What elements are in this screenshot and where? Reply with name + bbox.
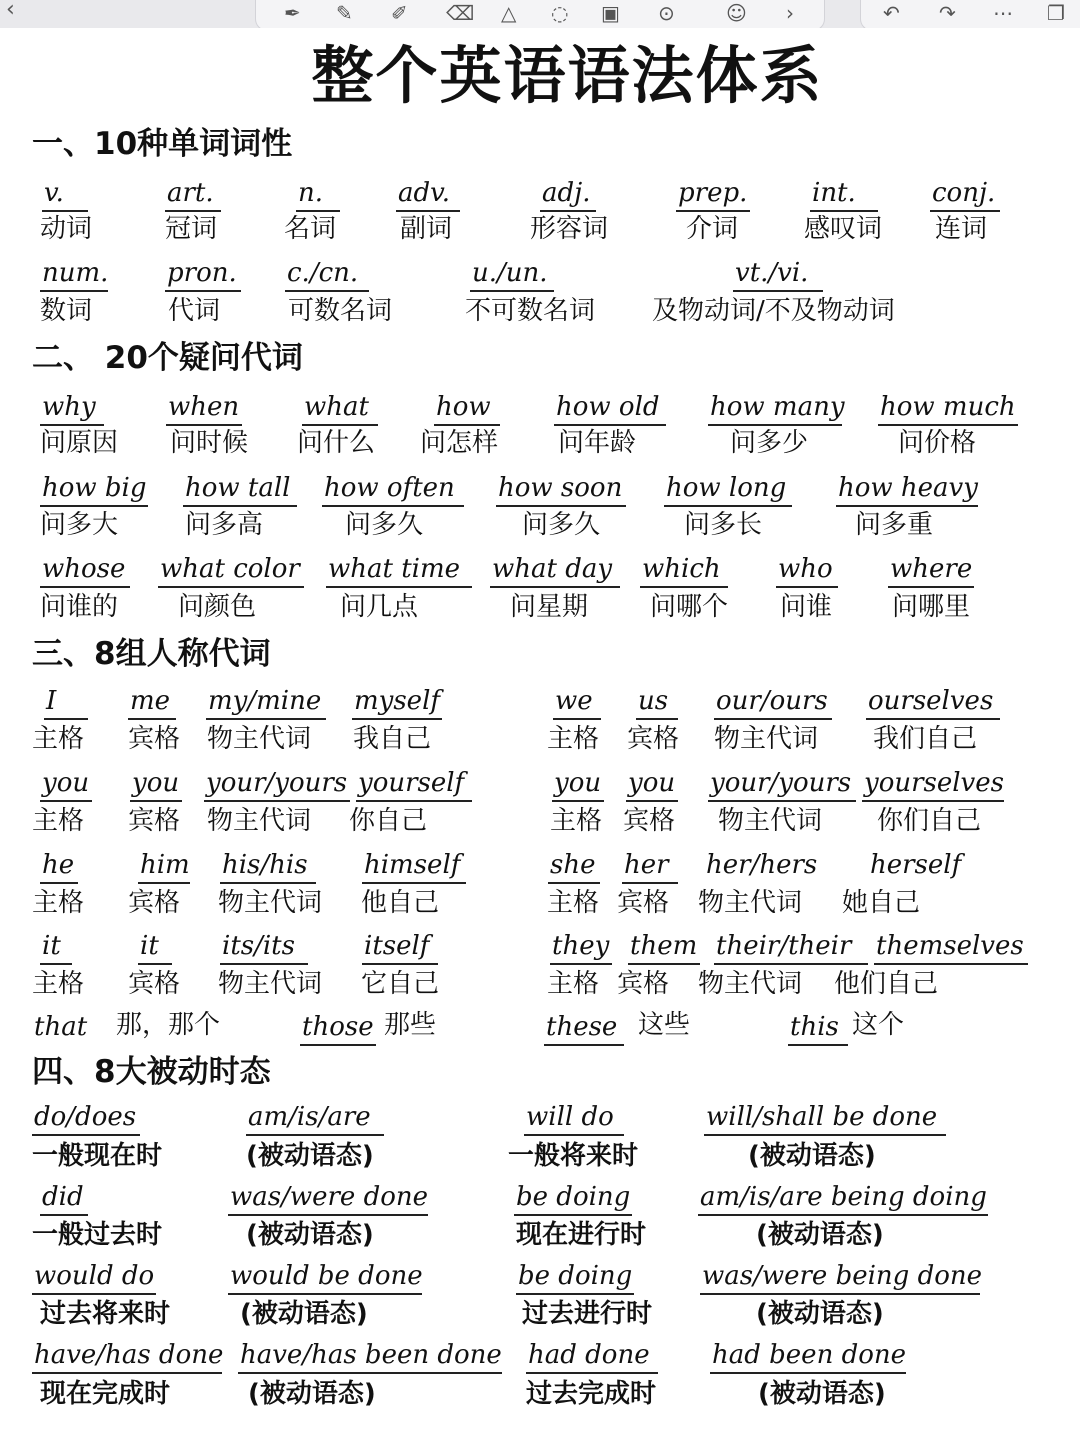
pronoun-zh: 你自己: [349, 806, 428, 836]
demonstrative-zh: 那些: [384, 1010, 437, 1040]
interrogative-zh: 问星期: [510, 592, 589, 622]
pronoun-en: its/its: [220, 929, 308, 965]
demonstrative-en: these: [544, 1010, 624, 1046]
interrogative-en: how old: [554, 390, 666, 426]
pos-en: int.: [810, 176, 878, 212]
tense-zh: (被动语态): [240, 1299, 368, 1329]
pronoun-en: their/their: [714, 929, 868, 965]
interrogative-en: what color: [158, 552, 304, 588]
interrogative-zh: 问怎样: [420, 428, 499, 458]
tense-zh: 过去进行时: [522, 1299, 653, 1329]
sticker-icon[interactable]: ☺: [726, 1, 747, 25]
tense-zh: (被动语态): [246, 1220, 374, 1250]
pronoun-en: you: [552, 766, 604, 802]
tense-en: did: [40, 1180, 88, 1216]
interrogative-zh: 问颜色: [178, 592, 257, 622]
right-toolbar: [860, 0, 1080, 31]
pronoun-zh: 宾格: [128, 724, 181, 754]
interrogative-zh: 问时候: [170, 428, 249, 458]
pos-en: num.: [40, 256, 108, 292]
section-heading-2: 二、 20个疑问代词: [32, 340, 303, 376]
interrogative-en: how often: [322, 471, 464, 507]
interrogative-zh: 问多高: [185, 510, 264, 540]
pronoun-en: themselves: [874, 929, 1028, 965]
pencil-icon[interactable]: ✎: [336, 1, 353, 25]
interrogative-zh: 问多少: [730, 428, 809, 458]
interrogative-zh: 问多长: [684, 510, 763, 540]
pronoun-en: our/ours: [714, 684, 832, 720]
pronoun-en: my/mine: [206, 684, 326, 720]
pronoun-en: you: [130, 766, 182, 802]
pos-zh: 冠词: [165, 214, 218, 244]
interrogative-zh: 问多久: [345, 510, 424, 540]
tense-en: was/were done: [228, 1180, 428, 1216]
pos-en: pron.: [165, 256, 241, 292]
interrogative-en: where: [888, 552, 974, 588]
tense-en: be doing: [516, 1259, 634, 1295]
pronoun-en: you: [626, 766, 678, 802]
pos-zh: 连词: [935, 214, 988, 244]
tense-zh: 过去完成时: [526, 1379, 657, 1409]
tense-zh: 一般过去时: [32, 1220, 163, 1250]
more-icon[interactable]: ⋯: [993, 1, 1013, 25]
demonstrative-en: those: [300, 1010, 376, 1046]
pronoun-en: himself: [362, 848, 466, 884]
interrogative-en: how many: [708, 390, 842, 426]
pronoun-zh: 她自己: [842, 888, 921, 918]
pronoun-zh: 主格: [547, 724, 600, 754]
drawing-toolbar: [255, 0, 825, 31]
pronoun-en: it: [138, 929, 172, 965]
interrogative-en: how long: [664, 471, 792, 507]
pronoun-en: she: [548, 848, 600, 884]
pos-zh: 代词: [168, 296, 221, 326]
interrogative-zh: 问谁: [780, 592, 833, 622]
interrogative-en: what day: [490, 552, 620, 588]
pronoun-zh: 主格: [32, 806, 85, 836]
shapes-icon[interactable]: △: [501, 1, 517, 25]
pronoun-zh: 他自己: [361, 888, 440, 918]
pronoun-zh: 宾格: [617, 888, 670, 918]
demonstrative-zh: 那，那个: [116, 1010, 221, 1040]
pronoun-zh: 物主代词: [718, 806, 823, 836]
pronoun-zh: 你们自己: [877, 806, 982, 836]
pos-zh: 数词: [40, 296, 93, 326]
pronoun-en: we: [553, 684, 601, 720]
interrogative-en: how big: [40, 471, 148, 507]
interrogative-zh: 问谁的: [40, 592, 119, 622]
interrogative-en: how heavy: [836, 471, 978, 507]
interrogative-en: how much: [878, 390, 1018, 426]
tense-zh: (被动语态): [756, 1299, 884, 1329]
tense-zh: 过去将来时: [40, 1299, 171, 1329]
interrogative-en: what time: [326, 552, 472, 588]
demonstrative-en: that: [34, 1012, 88, 1042]
tense-en: have/has been done: [238, 1338, 502, 1374]
pronoun-en: myself: [352, 684, 442, 720]
demonstrative-en: this: [788, 1010, 848, 1046]
pronoun-zh: 物主代词: [714, 724, 819, 754]
tense-zh: (被动语态): [248, 1379, 376, 1409]
interrogative-zh: 问多久: [522, 510, 601, 540]
tense-en: will/shall be done: [704, 1100, 946, 1136]
pronoun-zh: 物主代词: [218, 969, 323, 999]
pos-zh: 副词: [400, 214, 453, 244]
pronoun-en: them: [628, 929, 700, 965]
pronoun-en: he: [40, 848, 78, 884]
tense-zh: (被动语态): [748, 1141, 876, 1171]
back-chevron-icon[interactable]: ‹: [6, 0, 15, 22]
pronoun-zh: 它自己: [361, 969, 440, 999]
pen-icon[interactable]: ✒: [284, 1, 301, 25]
interrogative-en: what: [302, 390, 378, 426]
interrogative-en: how: [434, 390, 500, 426]
interrogative-en: whose: [40, 552, 130, 588]
pos-zh: 介词: [686, 214, 739, 244]
pronoun-en: him: [138, 848, 190, 884]
pronoun-zh: 宾格: [623, 806, 676, 836]
pronoun-en: ourselves: [866, 684, 1000, 720]
interrogative-zh: 问几点: [340, 592, 419, 622]
pronoun-en: herself: [870, 850, 962, 880]
redo-icon[interactable]: ↷: [939, 1, 956, 25]
pronoun-zh: 我们自己: [873, 724, 978, 754]
interrogative-en: who: [776, 552, 838, 588]
interrogative-en: how tall: [183, 471, 297, 507]
interrogative-zh: 问什么: [297, 428, 376, 458]
pos-en: prep.: [676, 176, 750, 212]
pos-zh: 感叹词: [804, 214, 883, 244]
tense-zh: 一般将来时: [508, 1141, 639, 1171]
pronoun-en: us: [636, 684, 678, 720]
image-icon[interactable]: ▣: [601, 1, 620, 25]
pronoun-zh: 宾格: [128, 888, 181, 918]
pronoun-zh: 物主代词: [207, 724, 312, 754]
pos-en: adv.: [396, 176, 460, 212]
pronoun-en: her: [622, 848, 678, 884]
pos-en: vt./vi.: [733, 256, 823, 292]
pos-en: conj.: [930, 176, 1000, 212]
interrogative-zh: 问年龄: [558, 428, 637, 458]
interrogative-en: when: [166, 390, 242, 426]
pronoun-zh: 宾格: [128, 969, 181, 999]
section-heading-1: 一、10种单词词性: [32, 126, 293, 162]
demonstrative-zh: 这个: [852, 1010, 905, 1040]
pages-icon[interactable]: ❐: [1047, 1, 1065, 25]
demonstrative-zh: 这些: [638, 1010, 691, 1040]
pronoun-en: your/yours: [708, 766, 856, 802]
pronoun-en: yourselves: [862, 766, 1004, 802]
tense-en: had done: [526, 1338, 658, 1374]
tense-zh: 一般现在时: [32, 1141, 163, 1171]
pos-zh: 不可数名词: [465, 296, 596, 326]
tense-zh: 现在完成时: [40, 1379, 171, 1409]
section-heading-4: 四、8大被动时态: [32, 1054, 271, 1090]
pos-zh: 形容词: [530, 214, 609, 244]
page-title: 整个英语语法体系: [311, 39, 824, 112]
pronoun-zh: 物主代词: [207, 806, 312, 836]
pronoun-zh: 物主代词: [698, 969, 803, 999]
pos-zh: 名词: [284, 214, 337, 244]
interrogative-zh: 问多大: [40, 510, 119, 540]
pronoun-zh: 主格: [547, 888, 600, 918]
tense-en: would do: [32, 1259, 156, 1295]
tense-en: am/is/are: [246, 1100, 384, 1136]
tense-en: be doing: [514, 1180, 632, 1216]
interrogative-zh: 问哪里: [892, 592, 971, 622]
tense-zh: 现在进行时: [516, 1220, 647, 1250]
pos-en: adj.: [540, 176, 596, 212]
pronoun-en: you: [40, 766, 92, 802]
pronoun-zh: 主格: [32, 724, 85, 754]
chevron-right-icon[interactable]: ›: [786, 1, 794, 25]
pos-zh: 可数名词: [288, 296, 393, 326]
pos-en: u./un.: [470, 256, 554, 292]
pronoun-zh: 我自己: [353, 724, 432, 754]
pronoun-en: me: [128, 684, 176, 720]
pronoun-zh: 宾格: [128, 806, 181, 836]
tense-en: had been done: [710, 1338, 906, 1374]
lasso-icon[interactable]: ◌: [551, 1, 569, 25]
section-heading-3: 三、8组人称代词: [32, 636, 271, 672]
pronoun-en: your/yours: [204, 766, 350, 802]
pos-en: v.: [42, 176, 88, 212]
tense-zh: (被动语态): [758, 1379, 886, 1409]
eraser-icon[interactable]: ⌫: [446, 1, 475, 25]
tense-en: would be done: [228, 1259, 422, 1295]
pronoun-zh: 物主代词: [698, 888, 803, 918]
interrogative-zh: 问哪个: [650, 592, 729, 622]
pronoun-zh: 主格: [547, 969, 600, 999]
tense-en: was/were being done: [700, 1259, 980, 1295]
pronoun-zh: 主格: [550, 806, 603, 836]
tense-en: have/has done: [32, 1338, 222, 1374]
interrogative-zh: 问多重: [855, 510, 934, 540]
tense-en: am/is/are being doing: [698, 1180, 988, 1216]
pronoun-en: I: [44, 684, 88, 720]
pronoun-zh: 宾格: [617, 969, 670, 999]
pos-en: c./cn.: [285, 256, 369, 292]
pos-zh: 动词: [40, 214, 93, 244]
interrogative-zh: 问原因: [40, 428, 119, 458]
tense-en: do/does: [32, 1100, 140, 1136]
pos-en: art.: [165, 176, 221, 212]
pronoun-en: it: [40, 929, 72, 965]
pronoun-en: yourself: [356, 766, 472, 802]
tense-zh: (被动语态): [246, 1141, 374, 1171]
pronoun-zh: 他们自己: [834, 969, 939, 999]
tense-zh: (被动语态): [756, 1220, 884, 1250]
interrogative-zh: 问价格: [898, 428, 977, 458]
highlighter-icon[interactable]: ✐: [391, 1, 408, 25]
interrogative-en: which: [640, 552, 728, 588]
pronoun-zh: 宾格: [627, 724, 680, 754]
pronoun-zh: 主格: [32, 888, 85, 918]
pronoun-zh: 主格: [32, 969, 85, 999]
pos-zh: 及物动词/不及物动词: [652, 296, 895, 326]
pronoun-en: itself: [362, 929, 438, 965]
pronoun-en: his/his: [220, 848, 316, 884]
undo-icon[interactable]: ↶: [883, 1, 900, 25]
interrogative-en: how soon: [496, 471, 626, 507]
pronoun-en: they: [550, 929, 612, 965]
pos-en: n.: [296, 176, 340, 212]
pronoun-en: her/hers: [706, 850, 818, 880]
pronoun-zh: 物主代词: [218, 888, 323, 918]
tense-en: will do: [524, 1100, 624, 1136]
pin-icon[interactable]: ⊙: [658, 1, 675, 25]
interrogative-en: why: [40, 390, 104, 426]
